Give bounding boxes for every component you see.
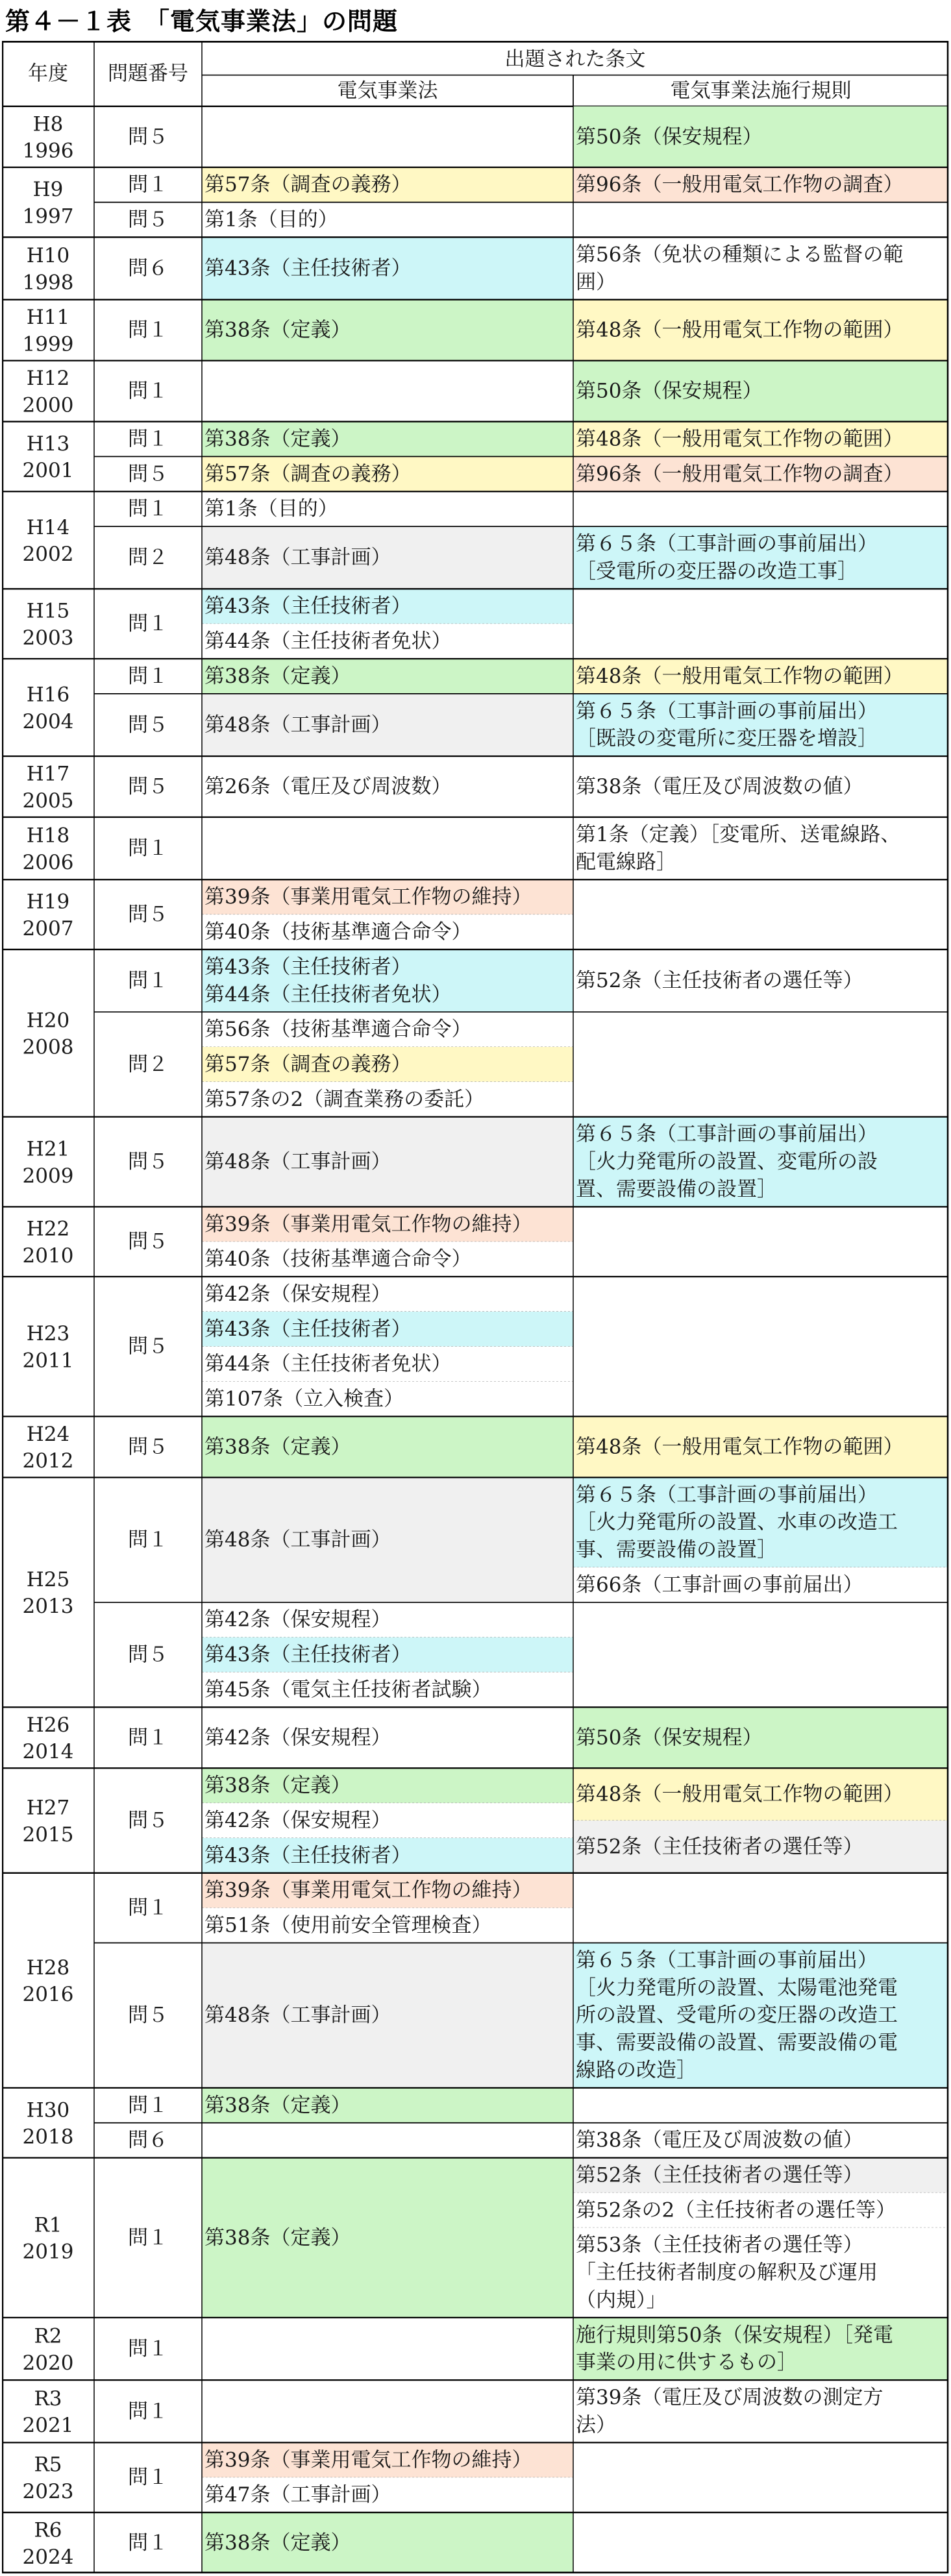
year-era: H18 <box>26 824 70 848</box>
question-number: 問６ <box>128 2128 168 2152</box>
year-era: R6 <box>34 2518 62 2542</box>
year-era: H12 <box>26 367 70 391</box>
rules-article: 第52条（主任技術者の選任等） <box>576 1835 863 1859</box>
year-era: R3 <box>34 2386 62 2410</box>
question-number: 問２ <box>128 546 168 570</box>
rules-article: 施行規則第50条（保安規程）［発電 <box>576 2323 893 2347</box>
law-article: 第38条（定義） <box>204 2093 351 2117</box>
year-western: 1996 <box>22 139 74 163</box>
rules-article: 所の設置、受電所の変圧器の改造工 <box>576 2004 898 2028</box>
question-number: 問５ <box>128 1230 168 1254</box>
question-number: 問５ <box>128 462 168 486</box>
rules-article: 第96条（一般用電気工作物の調査） <box>576 462 904 486</box>
rules-article: 第52条（主任技術者の選任等） <box>576 969 863 993</box>
rules-article: 第48条（一般用電気工作物の範囲） <box>576 318 904 342</box>
year-western: 1999 <box>22 332 74 356</box>
rules-article: 第39条（電圧及び周波数の測定方 <box>576 2386 883 2410</box>
year-era: H24 <box>26 1422 70 1446</box>
rules-article: 第48条（一般用電気工作物の範囲） <box>576 1782 904 1806</box>
law-article: 第44条（主任技術者免状） <box>204 630 452 654</box>
rules-article: ［火力発電所の設置、変電所の設 <box>576 1150 878 1174</box>
rules-article: 法） <box>576 2413 616 2437</box>
rules-article: 第６５条（工事計画の事前届出） <box>576 532 878 556</box>
rules-article: 「主任技術者制度の解釈及び運用 <box>576 2261 878 2285</box>
rules-article: 第48条（一般用電気工作物の範囲） <box>576 1435 904 1459</box>
rules-article: 第52条の2（主任技術者の選任等） <box>576 2198 896 2222</box>
rules-article: ［火力発電所の設置、太陽電池発電 <box>576 1976 898 2000</box>
law-article: 第43条（主任技術者） <box>204 955 412 979</box>
question-number: 問５ <box>128 903 168 927</box>
law-article: 第38条（定義） <box>204 2531 351 2555</box>
law-article: 第56条（技術基準適合命令） <box>204 1018 472 1042</box>
rules-article: 第56条（免状の種類による監督の範 <box>576 243 904 267</box>
question-number: 問１ <box>128 969 168 993</box>
question-number: 問５ <box>128 1150 168 1174</box>
law-article: 第48条（工事計画） <box>204 713 391 737</box>
rules-article: ［受電所の変圧器の改造工事］ <box>576 559 858 583</box>
rules-article: 第50条（保安規程） <box>576 125 763 149</box>
year-western: 2018 <box>22 2125 74 2149</box>
law-article: 第40条（技術基準適合命令） <box>204 920 472 944</box>
law-article: 第39条（事業用電気工作物の維持） <box>204 1212 532 1236</box>
question-number: 問５ <box>128 1334 168 1358</box>
law-article: 第26条（電圧及び周波数） <box>204 775 452 799</box>
law-article: 第48条（工事計画） <box>204 546 391 570</box>
question-number: 問１ <box>128 664 168 688</box>
year-western: 2013 <box>22 1595 74 1619</box>
rules-article: ［既設の変電所に変圧器を増設］ <box>576 727 878 751</box>
question-number: 問１ <box>128 2093 168 2117</box>
rules-article: 第38条（電圧及び周波数の値） <box>576 775 863 799</box>
law-article: 第39条（事業用電気工作物の維持） <box>204 2448 532 2472</box>
law-table-svg <box>2 41 949 2573</box>
year-era: H30 <box>26 2098 70 2122</box>
law-article: 第40条（技術基準適合命令） <box>204 1247 472 1271</box>
law-article: 第43条（主任技術者） <box>204 595 412 619</box>
law-article: 第38条（定義） <box>204 664 351 688</box>
law-article: 第38条（定義） <box>204 1435 351 1459</box>
year-era: H28 <box>26 1956 70 1980</box>
year-western: 2010 <box>22 1244 74 1268</box>
question-number: 問１ <box>128 837 168 861</box>
question-number: 問１ <box>128 497 168 521</box>
law-article: 第43条（主任技術者） <box>204 256 412 280</box>
year-western: 2021 <box>22 2414 74 2438</box>
year-era: H19 <box>26 890 70 914</box>
question-number: 問１ <box>128 427 168 451</box>
question-number: 問１ <box>128 379 168 403</box>
year-era: R2 <box>34 2324 62 2348</box>
year-era: H26 <box>26 1713 70 1737</box>
header-group: 出題された条文 <box>504 47 646 71</box>
rules-article: 事、需要設備の設置］ <box>576 1538 777 1562</box>
header-year: 年度 <box>28 62 68 86</box>
year-western: 2016 <box>22 1983 74 2007</box>
year-western: 2011 <box>22 1349 74 1373</box>
question-number: 問５ <box>128 1435 168 1459</box>
year-era: H13 <box>26 432 70 456</box>
question-number: 問５ <box>128 208 168 232</box>
question-number: 問５ <box>128 125 168 149</box>
question-number: 問１ <box>128 2466 168 2490</box>
question-number: 問１ <box>128 1726 168 1750</box>
law-article: 第48条（工事計画） <box>204 1528 391 1552</box>
page-title: 第４－１表 「電気事業法」の問題 <box>5 7 399 36</box>
question-number: 問１ <box>128 2399 168 2423</box>
question-number: 問１ <box>128 173 168 197</box>
rules-article: 第66条（工事計画の事前届出） <box>576 1573 863 1597</box>
year-era: H15 <box>26 599 70 623</box>
rules-article: 第６５条（工事計画の事前届出） <box>576 1122 878 1146</box>
year-western: 2001 <box>22 459 74 483</box>
year-western: 2008 <box>22 1035 74 1059</box>
question-number: 問１ <box>128 2226 168 2250</box>
question-number: 問１ <box>128 1896 168 1920</box>
law-article: 第43条（主任技術者） <box>204 1317 412 1341</box>
rules-article: 第96条（一般用電気工作物の調査） <box>576 173 904 197</box>
question-number: 問１ <box>128 2337 168 2361</box>
year-era: H20 <box>26 1009 70 1033</box>
rules-article: （内規）」 <box>576 2288 667 2312</box>
question-number: 問５ <box>128 1643 168 1667</box>
law-table <box>2 41 949 2573</box>
law-article: 第57条（調査の義務） <box>204 1052 412 1076</box>
year-western: 2023 <box>22 2479 74 2503</box>
question-number: 問１ <box>128 1528 168 1552</box>
rules-article: 第48条（一般用電気工作物の範囲） <box>576 664 904 688</box>
rules-article: 第６５条（工事計画の事前届出） <box>576 1948 878 1972</box>
header-law: 電気事業法 <box>337 79 438 103</box>
question-number: 問６ <box>128 256 168 280</box>
year-era: H10 <box>26 244 70 268</box>
year-western: 2009 <box>22 1164 74 1188</box>
law-article: 第42条（保安規程） <box>204 1608 391 1632</box>
law-article: 第57条（調査の義務） <box>204 173 412 197</box>
law-article: 第1条（目的） <box>204 208 338 232</box>
law-article: 第39条（事業用電気工作物の維持） <box>204 885 532 909</box>
law-article: 第44条（主任技術者免状） <box>204 983 452 1007</box>
header-question: 問題番号 <box>108 62 188 86</box>
law-article: 第48条（工事計画） <box>204 2004 391 2028</box>
law-article: 第107条（立入検査） <box>204 1387 404 1411</box>
year-era: H21 <box>26 1137 70 1161</box>
law-article: 第43条（主任技術者） <box>204 1643 412 1667</box>
year-era: R1 <box>34 2213 62 2237</box>
law-article: 第42条（保安規程） <box>204 1726 391 1750</box>
year-era: H17 <box>26 762 70 786</box>
year-era: H22 <box>26 1217 70 1241</box>
year-western: 1998 <box>22 271 74 295</box>
year-western: 2005 <box>22 789 74 813</box>
rules-article: 置、需要設備の設置］ <box>576 1177 777 1201</box>
year-western: 2007 <box>22 916 74 940</box>
law-article: 第44条（主任技術者免状） <box>204 1352 452 1376</box>
law-article: 第38条（定義） <box>204 1774 351 1798</box>
rules-article: 線路の改造］ <box>576 2058 697 2082</box>
question-number: 問５ <box>128 775 168 799</box>
rules-article: 第53条（主任技術者の選任等） <box>576 2233 863 2257</box>
law-article: 第43条（主任技術者） <box>204 1843 412 1867</box>
year-era: H16 <box>26 683 70 707</box>
year-western: 2002 <box>22 543 74 567</box>
rules-article: 第６５条（工事計画の事前届出） <box>576 1483 878 1507</box>
rules-article: 事、需要設備の設置、需要設備の電 <box>576 2031 898 2055</box>
rules-article: 第50条（保安規程） <box>576 379 763 403</box>
question-number: 問１ <box>128 318 168 342</box>
year-era: H11 <box>26 306 70 330</box>
law-article: 第45条（電気主任技術者試験） <box>204 1678 492 1702</box>
law-article: 第38条（定義） <box>204 427 351 451</box>
law-article: 第42条（保安規程） <box>204 1809 391 1833</box>
year-era: H9 <box>32 178 64 202</box>
law-article: 第47条（工事計画） <box>204 2483 391 2507</box>
rules-article: 第38条（電圧及び周波数の値） <box>576 2128 863 2152</box>
law-article: 第57条の2（調査業務の委託） <box>204 1087 485 1111</box>
law-article: 第38条（定義） <box>204 2226 351 2250</box>
year-western: 2003 <box>22 626 74 650</box>
law-article: 第1条（目的） <box>204 497 338 521</box>
rules-article: 第1条（定義）［変電所、送電線路、 <box>576 822 901 846</box>
rules-article: 第48条（一般用電気工作物の範囲） <box>576 427 904 451</box>
year-western: 1997 <box>22 204 74 228</box>
year-era: R5 <box>34 2453 62 2477</box>
rules-article: 第６５条（工事計画の事前届出） <box>576 699 878 723</box>
rules-article: 第52条（主任技術者の選任等） <box>576 2163 863 2187</box>
year-western: 2020 <box>22 2351 74 2375</box>
year-western: 2019 <box>22 2240 74 2264</box>
rules-article: 事業の用に供するもの］ <box>576 2351 797 2375</box>
year-western: 2015 <box>22 1822 74 1846</box>
question-number: 問１ <box>128 612 168 636</box>
law-article: 第51条（使用前安全管理検査） <box>204 1913 492 1937</box>
year-western: 2014 <box>22 1740 74 1764</box>
year-era: H8 <box>32 112 64 136</box>
year-western: 2012 <box>22 1449 74 1473</box>
rules-article: 配電線路］ <box>576 850 676 874</box>
question-number: 問５ <box>128 1809 168 1833</box>
year-era: H23 <box>26 1322 70 1346</box>
rules-article: 囲） <box>576 270 616 294</box>
law-article: 第38条（定義） <box>204 318 351 342</box>
question-number: 問５ <box>128 713 168 737</box>
law-article: 第39条（事業用電気工作物の維持） <box>204 1878 532 1902</box>
year-era: H25 <box>26 1567 70 1591</box>
year-western: 2004 <box>22 709 74 733</box>
rules-article: 第50条（保安規程） <box>576 1726 763 1750</box>
law-article: 第48条（工事計画） <box>204 1150 391 1174</box>
year-western: 2006 <box>22 850 74 874</box>
question-number: 問１ <box>128 2531 168 2555</box>
year-western: 2000 <box>22 393 74 417</box>
question-number: 問５ <box>128 2004 168 2028</box>
question-number: 問２ <box>128 1052 168 1076</box>
law-article: 第57条（調査の義務） <box>204 462 412 486</box>
law-article: 第42条（保安規程） <box>204 1282 391 1306</box>
year-era: H14 <box>26 515 70 539</box>
year-western: 2024 <box>22 2545 74 2569</box>
year-era: H27 <box>26 1796 70 1820</box>
header-rules: 電気事業法施行規則 <box>670 79 852 103</box>
rules-article: ［火力発電所の設置、水車の改造工 <box>576 1510 898 1534</box>
